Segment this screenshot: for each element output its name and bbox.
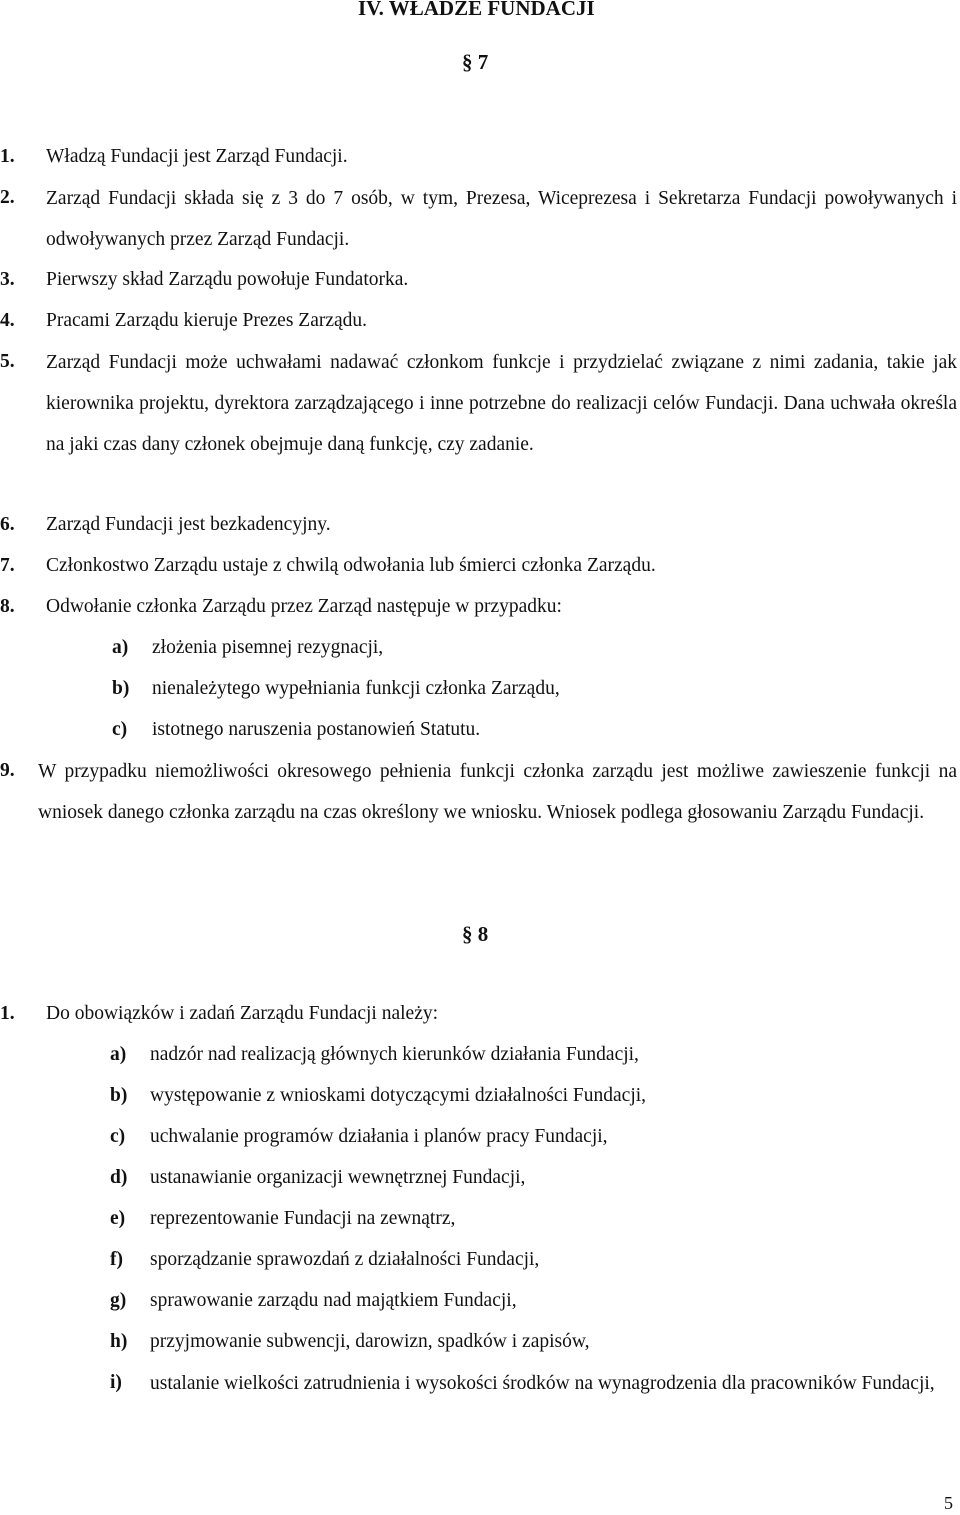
- sub-item: istotnego naruszenia postanowień Statutu.: [152, 719, 481, 740]
- sub-item-label: e): [110, 1208, 126, 1229]
- list-item: Zarząd Fundacji może uchwałami nadawać członkom funkcje i przydzielać związane z nimi zadania, takie jak kierownika projektu, dyrektora zarządzającego i inne potrzebne do realizacji celów Fundacji. Dana uchwała określa na jaki czas dany członek obejmuje daną funkcję, czy zadanie.: [46, 352, 957, 455]
- chapter-title: IV. WŁADZE FUNDACJI: [358, 0, 595, 20]
- list-item: Władzą Fundacji jest Zarząd Fundacji.: [46, 146, 348, 167]
- sub-item-label: d): [110, 1167, 128, 1188]
- sub-item: nienależytego wypełniania funkcji członka Zarządu,: [152, 678, 560, 699]
- list-item: W przypadku niemożliwości okresowego pełnienia funkcji członka zarządu jest możliwe zawieszenie funkcji na wniosek danego członka zarządu na czas określony we wniosku. Wniosek podlega głosowaniu Zarządu Fundacji.: [38, 761, 957, 823]
- list-item: Zarząd Fundacji składa się z 3 do 7 osób, w tym, Prezesa, Wiceprezesa i Sekretarza Fundacji powoływanych i odwoływanych przez Zarząd Fundacji.: [46, 188, 957, 250]
- item-number: 8.: [0, 596, 15, 617]
- sub-item-label: h): [110, 1331, 128, 1352]
- page-number: 5: [944, 1493, 953, 1513]
- item-number: 3.: [0, 269, 15, 290]
- item-number: 2.: [0, 187, 15, 208]
- sub-item-label: g): [110, 1290, 127, 1311]
- sub-item: sprawowanie zarządu nad majątkiem Fundacji,: [150, 1290, 517, 1311]
- list-item: Do obowiązków i zadań Zarządu Fundacji należy:: [46, 1003, 439, 1024]
- list-item: Pierwszy skład Zarządu powołuje Fundatorka.: [46, 269, 409, 290]
- sub-item: uchwalanie programów działania i planów pracy Fundacji,: [150, 1126, 608, 1147]
- section-8-heading: § 8: [462, 922, 489, 946]
- sub-item: ustanawianie organizacji wewnętrznej Fundacji,: [150, 1167, 526, 1188]
- section-7-heading: § 7: [462, 50, 489, 74]
- list-item: Członkostwo Zarządu ustaje z chwilą odwołania lub śmierci członka Zarządu.: [46, 555, 656, 576]
- sub-item-label: a): [112, 637, 129, 658]
- sub-item-label: c): [112, 719, 128, 740]
- item-number: 1.: [0, 1003, 15, 1024]
- sub-item: sporządzanie sprawozdań z działalności Fundacji,: [150, 1249, 540, 1270]
- sub-item-label: b): [112, 678, 130, 699]
- item-number: 4.: [0, 310, 15, 331]
- item-number: 7.: [0, 555, 15, 576]
- list-item: Odwołanie członka Zarządu przez Zarząd następuje w przypadku:: [46, 596, 562, 617]
- item-number: 6.: [0, 514, 15, 535]
- sub-item-label: f): [110, 1249, 123, 1270]
- item-number: 9.: [0, 760, 15, 781]
- sub-item: ustalanie wielkości zatrudnienia i wysokości środków na wynagrodzenia dla pracowników Fundacji,: [150, 1373, 935, 1394]
- sub-item-label: c): [110, 1126, 126, 1147]
- sub-item: nadzór nad realizacją głównych kierunków działania Fundacji,: [150, 1044, 639, 1065]
- item-number: 1.: [0, 146, 15, 167]
- list-item: Zarząd Fundacji jest bezkadencyjny.: [46, 514, 331, 535]
- item-number: 5.: [0, 351, 15, 372]
- sub-item: złożenia pisemnej rezygnacji,: [152, 637, 384, 658]
- list-item: Pracami Zarządu kieruje Prezes Zarządu.: [46, 310, 368, 331]
- sub-item-label: i): [110, 1372, 122, 1393]
- sub-item-label: a): [110, 1044, 127, 1065]
- sub-item: reprezentowanie Fundacji na zewnątrz,: [150, 1208, 456, 1229]
- sub-item-label: b): [110, 1085, 128, 1106]
- sub-item: przyjmowanie subwencji, darowizn, spadków i zapisów,: [150, 1331, 590, 1352]
- sub-item: występowanie z wnioskami dotyczącymi działalności Fundacji,: [150, 1085, 647, 1106]
